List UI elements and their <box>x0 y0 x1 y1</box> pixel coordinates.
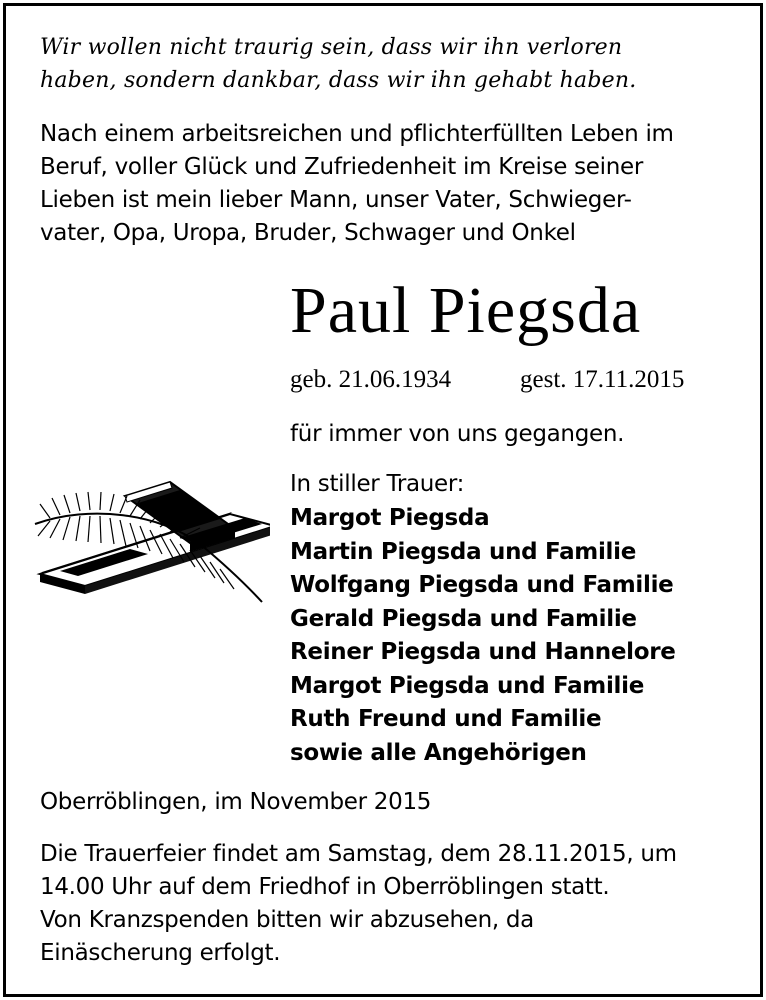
mourners-list <box>290 502 676 770</box>
birth-date: geb. 21.06.1934 <box>290 366 452 393</box>
funeral-line: Einäscherung erfolgt. <box>40 940 281 966</box>
intro-line: vater, Opa, Uropa, Bruder, Schwager und Onkel <box>40 220 576 246</box>
intro-line: Beruf, voller Glück und Zufriedenheit im Kreise seiner <box>40 154 644 180</box>
deceased-name: Paul Piegsda <box>290 274 642 347</box>
mourners-heading: In stiller Trauer: <box>290 471 465 497</box>
mourner-name: Reiner Piegsda und Hannelore <box>290 639 676 665</box>
mourner-name: Martin Piegsda und Familie <box>290 538 637 565</box>
quote-line: haben, sondern dankbar, dass wir ihn gehabt haben. <box>40 68 637 93</box>
mourner-name: Margot Piegsda <box>290 505 490 531</box>
mourner-name: sowie alle Angehörigen <box>290 739 587 766</box>
intro-line: Lieben ist mein lieber Mann, unser Vater, Schwieger- <box>40 187 632 213</box>
mourner-name: Gerald Piegsda und Familie <box>290 605 637 632</box>
intro-line: Nach einem arbeitsreichen und pflichterfüllten Leben im <box>40 121 674 147</box>
funeral-line: Die Trauerfeier findet am Samstag, dem 28.11.2015, um <box>40 841 677 867</box>
place-date: Oberröblingen, im November 2015 <box>40 789 432 815</box>
mourner-name: Wolfgang Piegsda und Familie <box>290 572 674 598</box>
death-date: gest. 17.11.2015 <box>520 366 685 393</box>
intro-paragraph <box>40 118 674 250</box>
funeral-info <box>40 838 677 970</box>
passing-text: für immer von uns gegangen. <box>290 421 625 447</box>
funeral-line: Von Kranzspenden bitten wir abzusehen, da <box>40 907 534 933</box>
quote <box>40 31 636 97</box>
cross-with-palm-frond-icon <box>30 474 270 609</box>
quote-line: Wir wollen nicht traurig sein, dass wir ihn verloren <box>40 35 623 60</box>
mourner-name: Margot Piegsda und Familie <box>290 672 645 699</box>
funeral-line: 14.00 Uhr auf dem Friedhof in Oberröblingen statt. <box>40 874 610 900</box>
mourner-name: Ruth Freund und Familie <box>290 706 602 732</box>
